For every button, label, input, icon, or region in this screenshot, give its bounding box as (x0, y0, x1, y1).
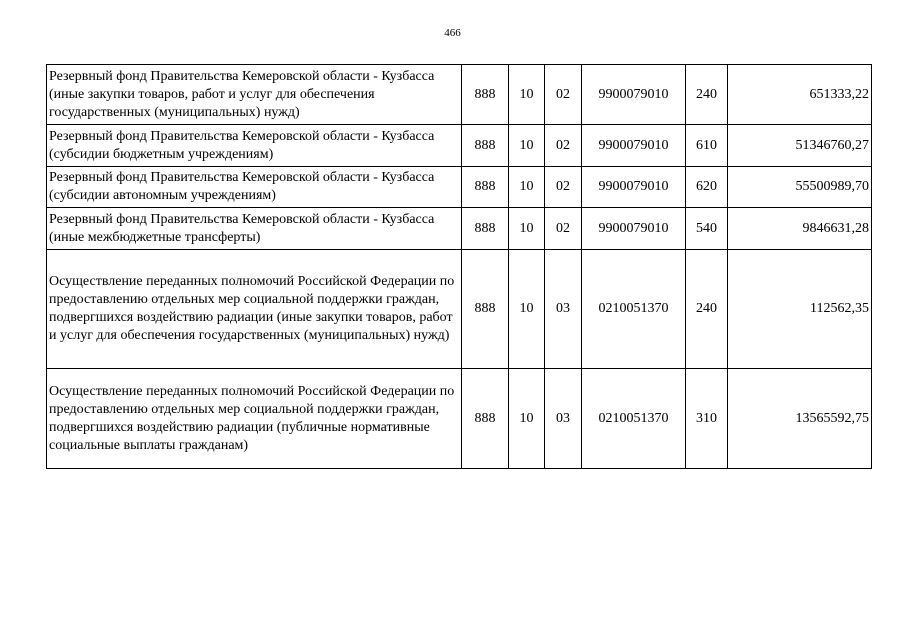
ministry-code: 888 (462, 208, 509, 250)
subsection-code: 02 (545, 125, 582, 167)
section-code: 10 (509, 167, 545, 208)
row-description: Резервный фонд Правительства Кемеровской области - Кузбасса (субсидии автономным учреждениям) (47, 167, 462, 208)
expense-type-code: 240 (686, 65, 728, 125)
target-article-code: 9900079010 (582, 125, 686, 167)
expense-type-code: 240 (686, 250, 728, 369)
row-description: Резервный фонд Правительства Кемеровской области - Кузбасса (иные межбюджетные трансферты) (47, 208, 462, 250)
subsection-code: 03 (545, 250, 582, 369)
table-row (47, 167, 872, 208)
ministry-code: 888 (462, 250, 509, 369)
section-code: 10 (509, 369, 545, 469)
expense-type-code: 620 (686, 167, 728, 208)
ministry-code: 888 (462, 125, 509, 167)
amount: 51346760,27 (728, 125, 872, 167)
subsection-code: 02 (545, 208, 582, 250)
amount: 651333,22 (728, 65, 872, 125)
target-article-code: 9900079010 (582, 208, 686, 250)
amount: 13565592,75 (728, 369, 872, 469)
subsection-code: 02 (545, 167, 582, 208)
expense-type-code: 610 (686, 125, 728, 167)
table-row (47, 250, 872, 369)
ministry-code: 888 (462, 369, 509, 469)
expense-type-code: 310 (686, 369, 728, 469)
section-code: 10 (509, 208, 545, 250)
budget-table (46, 64, 872, 469)
table-row (47, 65, 872, 125)
ministry-code: 888 (462, 167, 509, 208)
row-description: Осуществление переданных полномочий Российской Федерации по предоставлению отдельных мер социальной поддержки граждан, подвергшихся воздействию радиации (публичные нормативные социальные выплаты гражданам) (47, 369, 462, 469)
target-article-code: 9900079010 (582, 65, 686, 125)
target-article-code: 9900079010 (582, 167, 686, 208)
amount: 55500989,70 (728, 167, 872, 208)
table-row (47, 125, 872, 167)
amount: 112562,35 (728, 250, 872, 369)
ministry-code: 888 (462, 65, 509, 125)
expense-type-code: 540 (686, 208, 728, 250)
target-article-code: 0210051370 (582, 369, 686, 469)
page-number: 466 (444, 27, 461, 39)
target-article-code: 0210051370 (582, 250, 686, 369)
table-row (47, 208, 872, 250)
row-description: Резервный фонд Правительства Кемеровской области - Кузбасса (субсидии бюджетным учреждениям) (47, 125, 462, 167)
row-description: Осуществление переданных полномочий Российской Федерации по предоставлению отдельных мер социальной поддержки граждан, подвергшихся воздействию радиации (иные закупки товаров, работ и услуг для обеспечения государственных (муниципальных) нужд) (47, 250, 462, 369)
section-code: 10 (509, 250, 545, 369)
amount: 9846631,28 (728, 208, 872, 250)
subsection-code: 02 (545, 65, 582, 125)
row-description: Резервный фонд Правительства Кемеровской области - Кузбасса (иные закупки товаров, работ и услуг для обеспечения государственных (муниципальных) нужд) (47, 65, 462, 125)
section-code: 10 (509, 65, 545, 125)
table-row (47, 369, 872, 469)
section-code: 10 (509, 125, 545, 167)
subsection-code: 03 (545, 369, 582, 469)
